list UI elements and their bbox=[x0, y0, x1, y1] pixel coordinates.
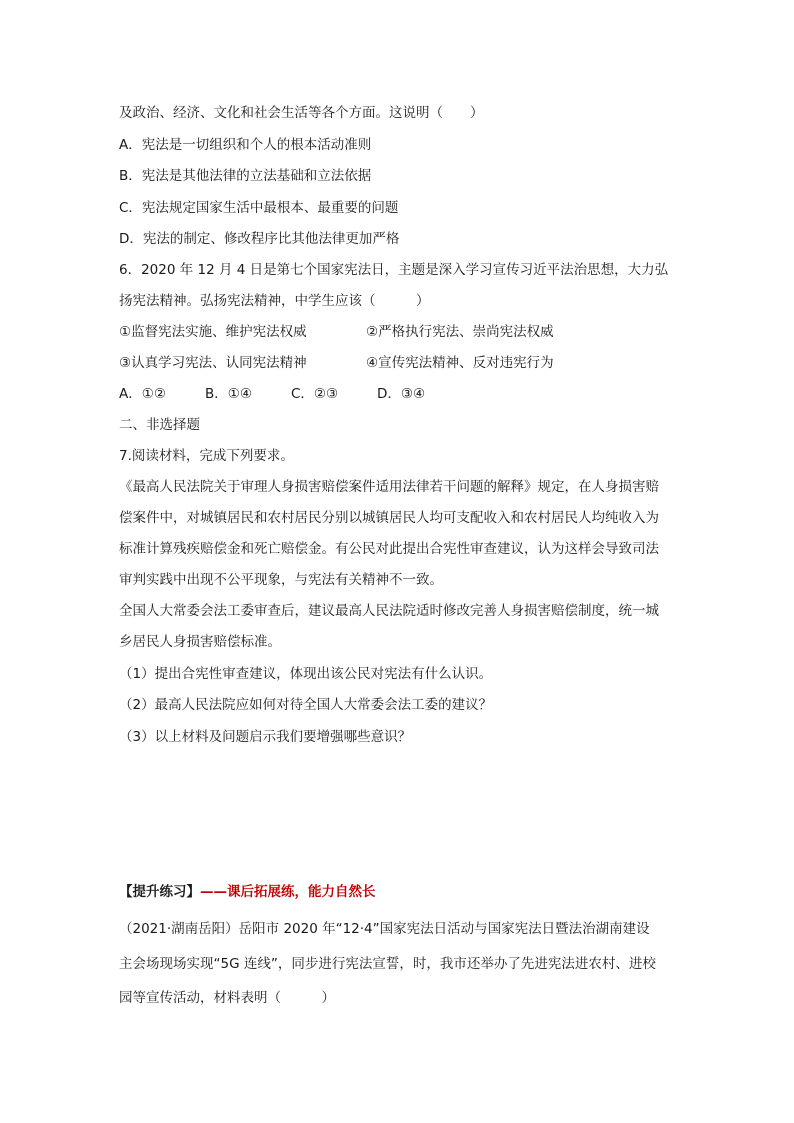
q7-material-line: 《最高人民法院关于审理人身损害赔偿案件适用法律若干问题的解释》规定，在人身损害赔 bbox=[119, 479, 659, 495]
q5-option-c: C．宪法规定国家生活中最根本、最重要的问题 bbox=[119, 200, 399, 216]
q5-continuation: 及政治、经济、文化和社会生活等各个方面。这说明（ ） bbox=[119, 105, 484, 121]
practice-line: 园等宣传活动，材料表明（ ） bbox=[119, 990, 335, 1006]
q5-option-b: B．宪法是其他法律的立法基础和立法依据 bbox=[119, 168, 372, 184]
q6-stem-line2: 扬宪法精神。弘扬宪法精神，中学生应该（ ） bbox=[119, 293, 430, 309]
q6-choice-a: A．①② bbox=[119, 386, 166, 402]
q6-choice-b: B．①④ bbox=[205, 386, 252, 402]
q7-material-line: 全国人大常委会法工委审查后，建议最高人民法院适时修改完善人身损害赔偿制度，统一城 bbox=[119, 603, 659, 619]
q6-stem-line1: 6．2020 年 12 月 4 日是第七个国家宪法日，主题是深入学习宣传习近平法治思想，大力弘 bbox=[119, 262, 669, 278]
q7-material-line: 标准计算残疾赔偿金和死亡赔偿金。有公民对此提出合宪性审查建议，认为这样会导致司法 bbox=[119, 541, 659, 557]
q6-choice-d: D．③④ bbox=[377, 386, 426, 402]
q6-statement-4: ④宣传宪法精神、反对违宪行为 bbox=[366, 355, 554, 371]
q6-statement-row1 bbox=[119, 323, 554, 341]
q6-statement-1: ①监督宪法实施、维护宪法权威 bbox=[119, 324, 307, 340]
q7-material-line: 偿案件中，对城镇居民和农村居民分别以城镇居民人均可支配收入和农村居民人均纯收入为 bbox=[119, 510, 659, 526]
q6-choices bbox=[119, 385, 425, 403]
q5-option-a: A．宪法是一切组织和个人的根本活动准则 bbox=[119, 137, 372, 153]
q6-choice-c: C．②③ bbox=[291, 386, 339, 402]
q5-option-d: D．宪法的制定、修改程序比其他法律更加严格 bbox=[119, 231, 400, 247]
q6-statement-2: ②严格执行宪法、崇尚宪法权威 bbox=[366, 324, 554, 340]
practice-label: 【提升练习】 bbox=[119, 884, 200, 900]
q7-sub-question-2: （2）最高人民法院应如何对待全国人大常委会法工委的建议？ bbox=[119, 697, 493, 713]
q7-sub-question-1: （1）提出合宪性审查建议，体现出该公民对宪法有什么认识。 bbox=[119, 666, 493, 682]
practice-heading bbox=[119, 883, 376, 901]
q7-material-line: 审判实践中出现不公平现象，与宪法有关精神不一致。 bbox=[119, 572, 443, 588]
q6-statement-3: ③认真学习宪法、认同宪法精神 bbox=[119, 355, 307, 371]
practice-subtitle: ——课后拓展练，能力自然长 bbox=[200, 884, 376, 900]
q6-statement-row2 bbox=[119, 354, 554, 372]
q7-material-line: 乡居民人身损害赔偿标准。 bbox=[119, 634, 281, 650]
section-title: 二、非选择题 bbox=[119, 417, 200, 433]
practice-line: （2021·湖南岳阳）岳阳市 2020 年“12·4”国家宪法日活动与国家宪法日暨法治湖南建设 bbox=[119, 921, 650, 937]
q7-stem: 7.阅读材料，完成下列要求。 bbox=[119, 448, 294, 464]
q7-sub-question-3: （3）以上材料及问题启示我们要增强哪些意识？ bbox=[119, 729, 412, 745]
practice-line: 主会场现场实现“5G 连线”，同步进行宪法宣誓，时，我市还举办了先进宪法进农村、进校 bbox=[119, 956, 656, 972]
